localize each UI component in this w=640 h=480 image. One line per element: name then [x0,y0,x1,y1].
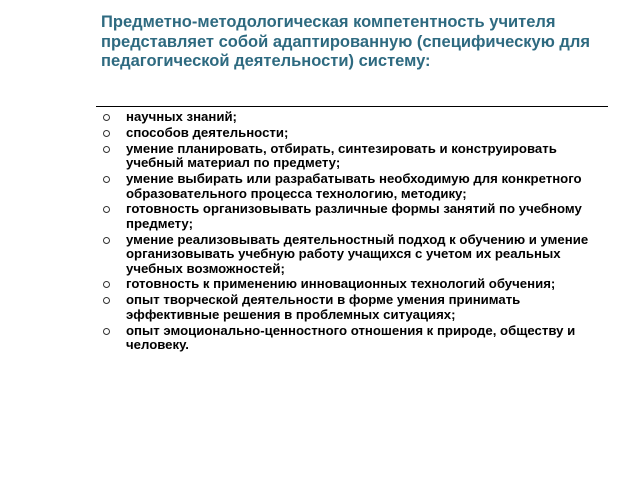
bullet-circle-icon [103,114,110,121]
bullet-list [102,110,607,354]
list-item-text: опыт творческой деятельности в форме умения принимать эффективные решения в проблемных ситуациях; [126,292,521,322]
list-item [102,126,607,140]
bullet-circle-icon [103,328,110,335]
list-item-text: опыт эмоционально-ценностного отношения к природе, обществу и человеку. [126,322,576,353]
list-item-text: готовность к применению инновационных технологий обучения; [126,276,556,292]
bullet-circle-icon [103,130,110,137]
bullet-circle-icon [103,146,110,153]
list-item [102,110,607,124]
list-item [102,277,607,291]
list-item [102,233,607,276]
list-item [102,202,607,231]
list-item [102,142,607,171]
list-item-text: способов деятельности; [126,124,289,140]
bullet-circle-icon [103,176,110,183]
list-item [102,293,607,322]
list-item-text: научных знаний; [126,109,237,124]
bullet-circle-icon [103,297,110,304]
bullet-circle-icon [103,281,110,288]
list-item-text: умение планировать, отбирать, синтезировать и конструировать учебный материал по предмету; [126,140,557,171]
list-item [102,172,607,201]
list-item [102,324,607,353]
list-item-text: умение реализовывать деятельностный подход к обучению и умение организовывать учебную работу учащихся с учетом их реальных учебных возможностей; [126,231,589,276]
list-item-text: готовность организовывать различные формы занятий по учебному предмету; [126,201,582,231]
list-item-text: умение выбирать или разрабатывать необходимую для конкретного образовательного процесса технологию, методику; [126,171,582,201]
title-divider [96,106,608,107]
slide-title: Предметно-методологическая компетентность учителя представляет собой адаптированную (специфическую для педагогической деятельности) систему: [101,13,590,70]
bullet-circle-icon [103,206,110,213]
bullet-circle-icon [103,237,110,244]
